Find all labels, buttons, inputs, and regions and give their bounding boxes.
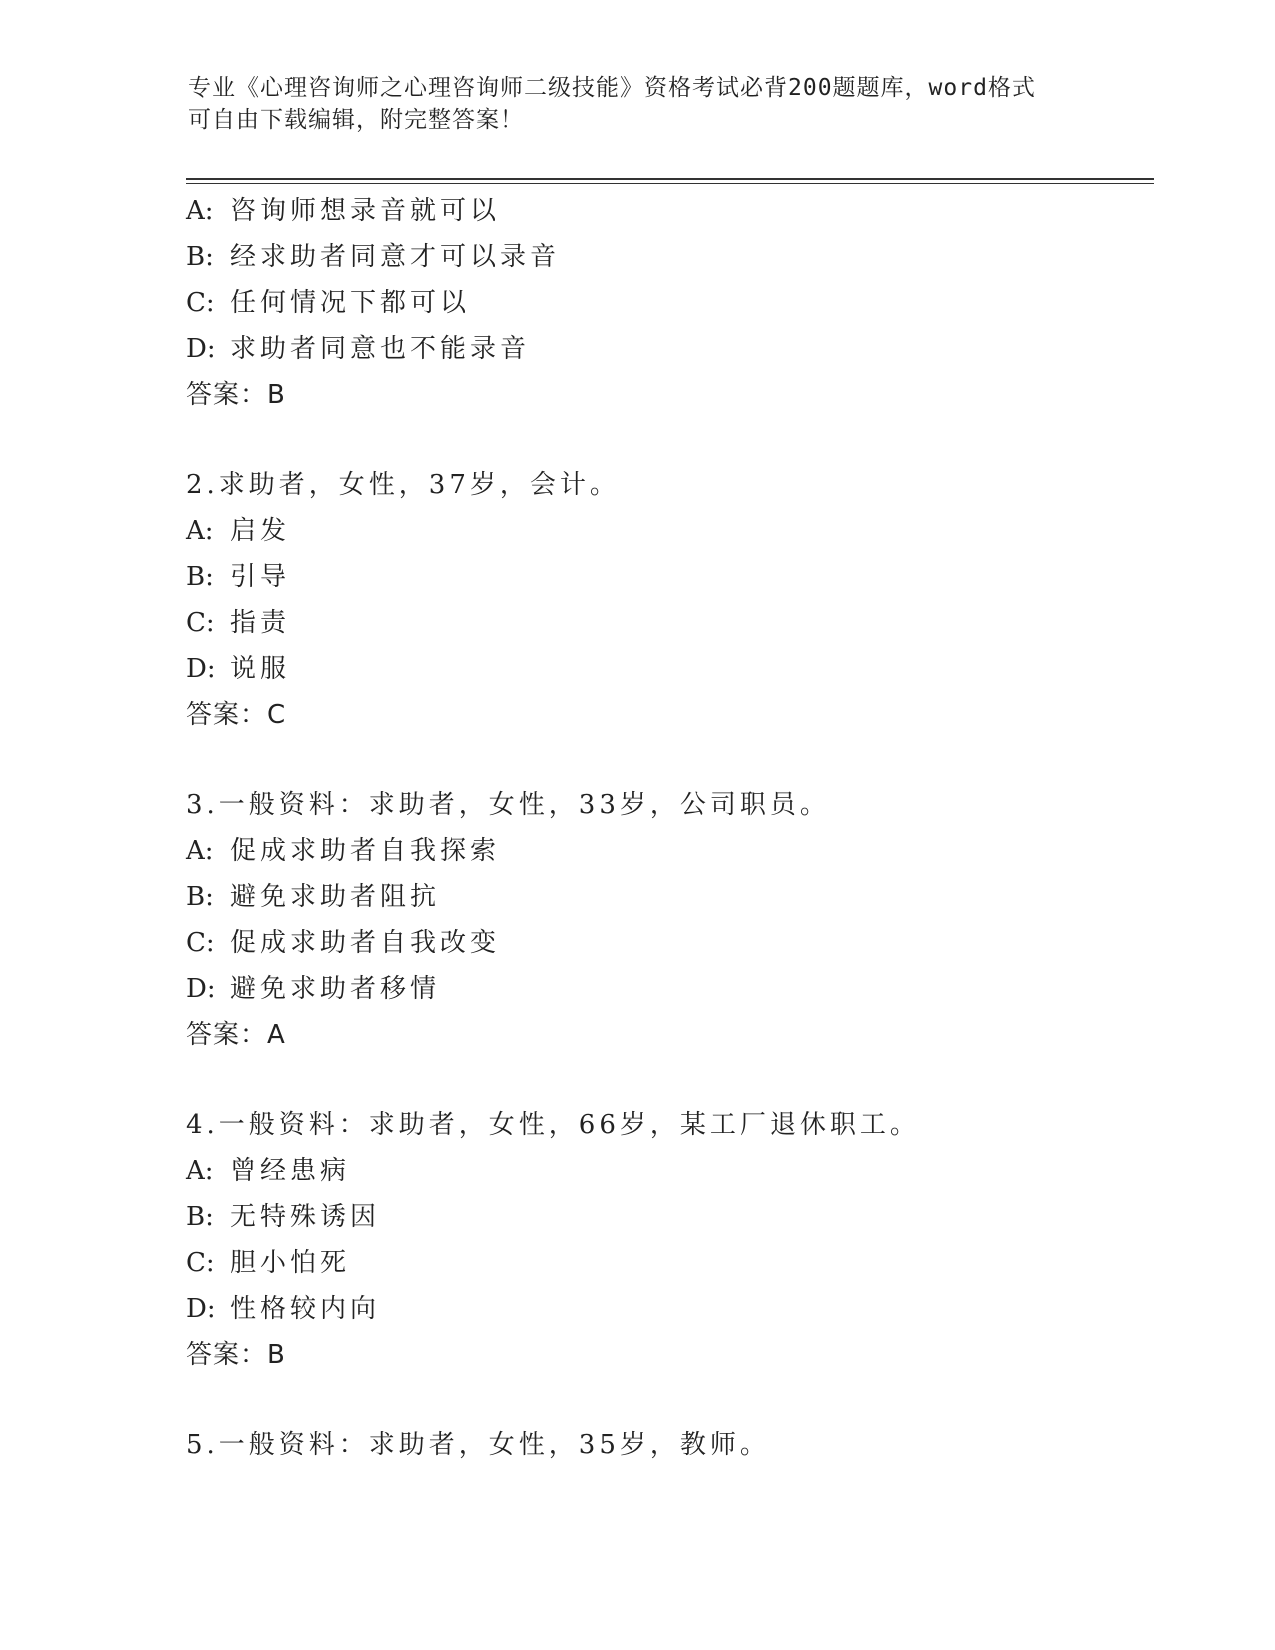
question-stem: 3.一般资料：求助者，女性，33岁，公司职员。 [186, 790, 830, 820]
option-text: 指责 [230, 608, 291, 638]
option-c [186, 1240, 1146, 1286]
header-divider-thin [186, 183, 1154, 184]
option-text: 经求助者同意才可以录音 [230, 242, 561, 272]
document-header [188, 72, 1088, 136]
option-b [186, 554, 1146, 600]
option-text: 促成求助者自我探索 [230, 836, 501, 866]
option-a [186, 508, 1146, 554]
question-2 [186, 462, 1146, 738]
option-b [186, 874, 1146, 920]
answer: 答案：B [186, 380, 286, 410]
question-list [186, 188, 1146, 1468]
option-a [186, 828, 1146, 874]
option-key: B: [186, 242, 214, 272]
option-key: C: [186, 288, 215, 318]
option-key: D: [186, 334, 216, 364]
option-key: B: [186, 562, 214, 592]
question-stem: 2.求助者，女性，37岁，会计。 [186, 470, 620, 500]
option-key: A: [186, 196, 214, 226]
option-c [186, 920, 1146, 966]
option-key: D: [186, 654, 216, 684]
option-text: 促成求助者自我改变 [230, 928, 501, 958]
option-key: D: [186, 1294, 216, 1324]
option-text: 避免求助者移情 [230, 974, 441, 1004]
option-c [186, 600, 1146, 646]
option-text: 咨询师想录音就可以 [230, 196, 501, 226]
option-d [186, 1286, 1146, 1332]
option-key: A: [186, 1156, 214, 1186]
option-b [186, 234, 1146, 280]
option-key: D: [186, 974, 216, 1004]
option-text: 求助者同意也不能录音 [230, 334, 531, 364]
option-text: 任何情况下都可以 [230, 288, 471, 318]
header-divider-thick [186, 178, 1154, 180]
option-key: C: [186, 928, 215, 958]
option-text: 性格较内向 [230, 1294, 381, 1324]
question-4 [186, 1102, 1146, 1378]
option-text: 启发 [230, 516, 291, 546]
question-5 [186, 1422, 1146, 1468]
option-text: 无特殊诱因 [230, 1202, 381, 1232]
option-key: C: [186, 1248, 215, 1278]
option-text: 曾经患病 [230, 1156, 351, 1186]
option-text: 引导 [230, 562, 291, 592]
option-c [186, 280, 1146, 326]
question-stem: 5.一般资料：求助者，女性，35岁，教师。 [186, 1430, 770, 1460]
question-1 [186, 188, 1146, 418]
option-d [186, 326, 1146, 372]
option-key: A: [186, 516, 214, 546]
option-d [186, 646, 1146, 692]
option-text: 避免求助者阻抗 [230, 882, 441, 912]
header-line-1: 专业《心理咨询师之心理咨询师二级技能》资格考试必背200题题库，word格式 [188, 75, 1036, 101]
option-a [186, 188, 1146, 234]
question-stem: 4.一般资料：求助者，女性，66岁，某工厂退休职工。 [186, 1110, 920, 1140]
option-b [186, 1194, 1146, 1240]
option-text: 说服 [230, 654, 291, 684]
question-3 [186, 782, 1146, 1058]
option-key: B: [186, 1202, 214, 1232]
option-a [186, 1148, 1146, 1194]
option-key: C: [186, 608, 215, 638]
option-text: 胆小怕死 [230, 1248, 351, 1278]
option-key: A: [186, 836, 214, 866]
option-key: B: [186, 882, 214, 912]
answer: 答案：C [186, 700, 287, 730]
option-d [186, 966, 1146, 1012]
header-line-2: 可自由下载编辑，附完整答案！ [188, 107, 524, 133]
answer: 答案：B [186, 1340, 286, 1370]
answer: 答案：A [186, 1020, 286, 1050]
